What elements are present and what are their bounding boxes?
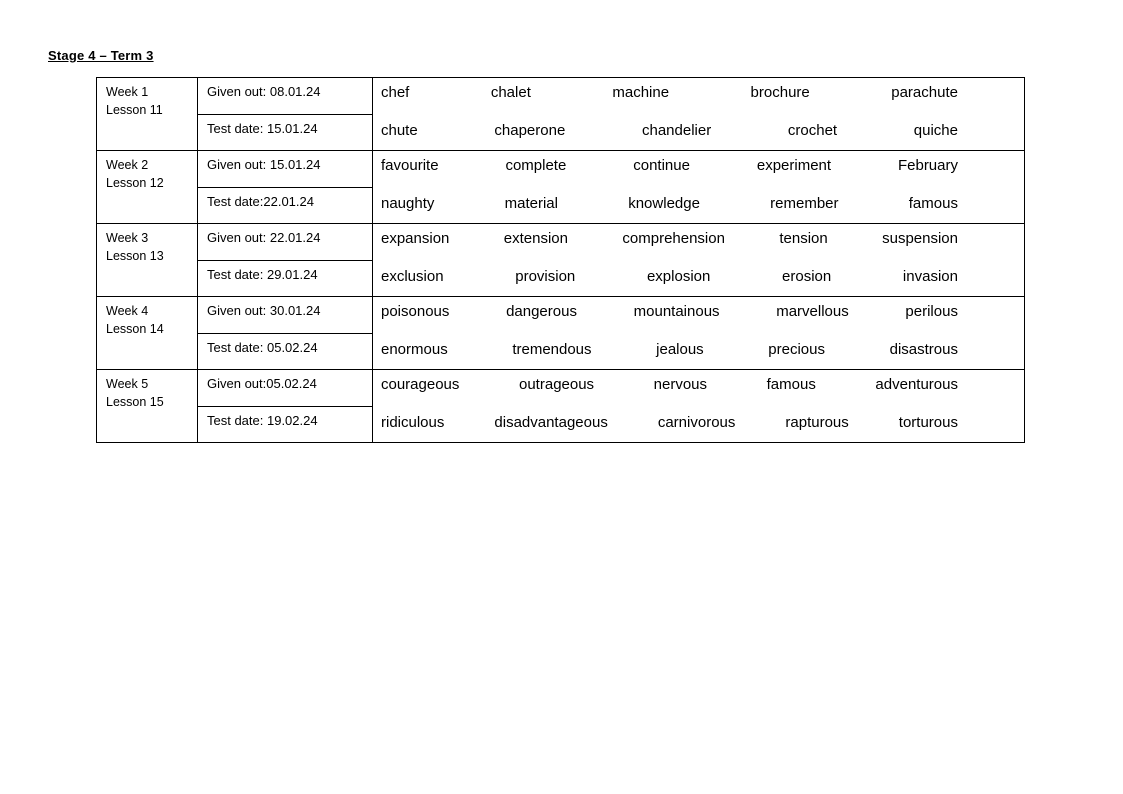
- spelling-word: outrageous: [519, 376, 595, 393]
- spelling-word: ridiculous: [381, 414, 445, 431]
- given-out-label: Given out:05.02.24: [198, 370, 372, 407]
- lesson-label: Lesson 12: [106, 176, 164, 190]
- words-line-1: [381, 157, 1016, 174]
- spelling-word: dangerous: [506, 303, 577, 320]
- spelling-word: naughty: [381, 195, 435, 212]
- spelling-word: parachute: [891, 84, 958, 101]
- table-row: [97, 78, 1024, 151]
- spelling-word: famous: [766, 376, 816, 393]
- spelling-words-cell: [373, 224, 1024, 296]
- spelling-word: jealous: [656, 341, 704, 358]
- spelling-word: remember: [770, 195, 839, 212]
- given-out-label: Given out: 30.01.24: [198, 297, 372, 334]
- spelling-word: brochure: [750, 84, 810, 101]
- spelling-word: famous: [908, 195, 958, 212]
- lesson-label: Lesson 15: [106, 395, 164, 409]
- week-lesson-cell: [97, 297, 198, 369]
- spelling-word: quiche: [913, 122, 958, 139]
- spelling-word: enormous: [381, 341, 448, 358]
- words-line-2: [381, 268, 1016, 285]
- spelling-words-cell: [373, 78, 1024, 150]
- table-row: [97, 370, 1024, 442]
- week-lesson-cell: [97, 78, 198, 150]
- spelling-word: torturous: [898, 414, 958, 431]
- spelling-word: machine: [612, 84, 670, 101]
- spelling-word: courageous: [381, 376, 460, 393]
- given-out-label: Given out: 22.01.24: [198, 224, 372, 261]
- spelling-word: rapturous: [785, 414, 849, 431]
- test-date-label: Test date: 05.02.24: [207, 339, 318, 355]
- spelling-word: mountainous: [633, 303, 720, 320]
- spelling-word: continue: [633, 157, 690, 174]
- table-row: [97, 151, 1024, 224]
- spelling-word: suspension: [882, 230, 958, 247]
- spelling-words-cell: [373, 297, 1024, 369]
- spelling-words-cell: [373, 370, 1024, 442]
- spelling-word: perilous: [905, 303, 958, 320]
- words-line-2: [381, 195, 1016, 212]
- spelling-word: knowledge: [628, 195, 700, 212]
- spelling-word: tremendous: [512, 341, 592, 358]
- week-label: Week 2: [106, 158, 149, 172]
- week-lesson-cell: [97, 370, 198, 442]
- words-line-2: [381, 341, 1016, 358]
- spelling-word: marvellous: [776, 303, 849, 320]
- week-label: Week 1: [106, 85, 149, 99]
- spelling-word: extension: [503, 230, 568, 247]
- lesson-label: Lesson 14: [106, 322, 164, 336]
- spelling-word: February: [897, 157, 958, 174]
- spelling-schedule-table: [96, 77, 1025, 443]
- test-date-label: Test date: 19.02.24: [207, 412, 318, 428]
- test-date-label: Test date:22.01.24: [207, 193, 314, 209]
- spelling-word: chute: [381, 122, 418, 139]
- spelling-word: complete: [505, 157, 567, 174]
- dates-cell: [198, 151, 373, 223]
- spelling-word: disadvantageous: [494, 414, 608, 431]
- spelling-word: exclusion: [381, 268, 444, 285]
- spelling-word: chaperone: [494, 122, 566, 139]
- spelling-word: comprehension: [622, 230, 725, 247]
- words-line-1: [381, 84, 1016, 101]
- dates-cell: [198, 297, 373, 369]
- spelling-word: experiment: [756, 157, 832, 174]
- spelling-word: chalet: [490, 84, 531, 101]
- dates-cell: [198, 78, 373, 150]
- spelling-word: expansion: [381, 230, 450, 247]
- spelling-word: chef: [381, 84, 410, 101]
- week-label: Week 5: [106, 377, 149, 391]
- spelling-word: material: [504, 195, 558, 212]
- spelling-word: poisonous: [381, 303, 450, 320]
- dates-cell: [198, 370, 373, 442]
- table-row: [97, 297, 1024, 370]
- spelling-word: chandelier: [641, 122, 712, 139]
- words-line-1: [381, 230, 1016, 247]
- page-title: Stage 4 – Term 3: [48, 48, 154, 63]
- spelling-word: tension: [779, 230, 828, 247]
- spelling-word: crochet: [787, 122, 838, 139]
- week-label: Week 3: [106, 231, 149, 245]
- spelling-word: precious: [768, 341, 825, 358]
- spelling-word: nervous: [653, 376, 708, 393]
- spelling-word: adventurous: [875, 376, 958, 393]
- spelling-word: erosion: [782, 268, 832, 285]
- given-out-label: Given out: 08.01.24: [198, 78, 372, 115]
- words-line-2: [381, 414, 1016, 431]
- week-label: Week 4: [106, 304, 149, 318]
- spelling-word: invasion: [902, 268, 958, 285]
- lesson-label: Lesson 13: [106, 249, 164, 263]
- words-line-1: [381, 376, 1016, 393]
- spelling-word: provision: [515, 268, 576, 285]
- words-line-2: [381, 122, 1016, 139]
- lesson-label: Lesson 11: [106, 103, 163, 117]
- words-line-1: [381, 303, 1016, 320]
- dates-cell: [198, 224, 373, 296]
- spelling-word: favourite: [381, 157, 439, 174]
- spelling-word: explosion: [646, 268, 711, 285]
- spelling-word: carnivorous: [657, 414, 736, 431]
- table-row: [97, 224, 1024, 297]
- spelling-word: disastrous: [889, 341, 958, 358]
- spelling-words-cell: [373, 151, 1024, 223]
- test-date-label: Test date: 15.01.24: [207, 120, 318, 136]
- week-lesson-cell: [97, 151, 198, 223]
- given-out-label: Given out: 15.01.24: [198, 151, 372, 188]
- test-date-label: Test date: 29.01.24: [207, 266, 318, 282]
- week-lesson-cell: [97, 224, 198, 296]
